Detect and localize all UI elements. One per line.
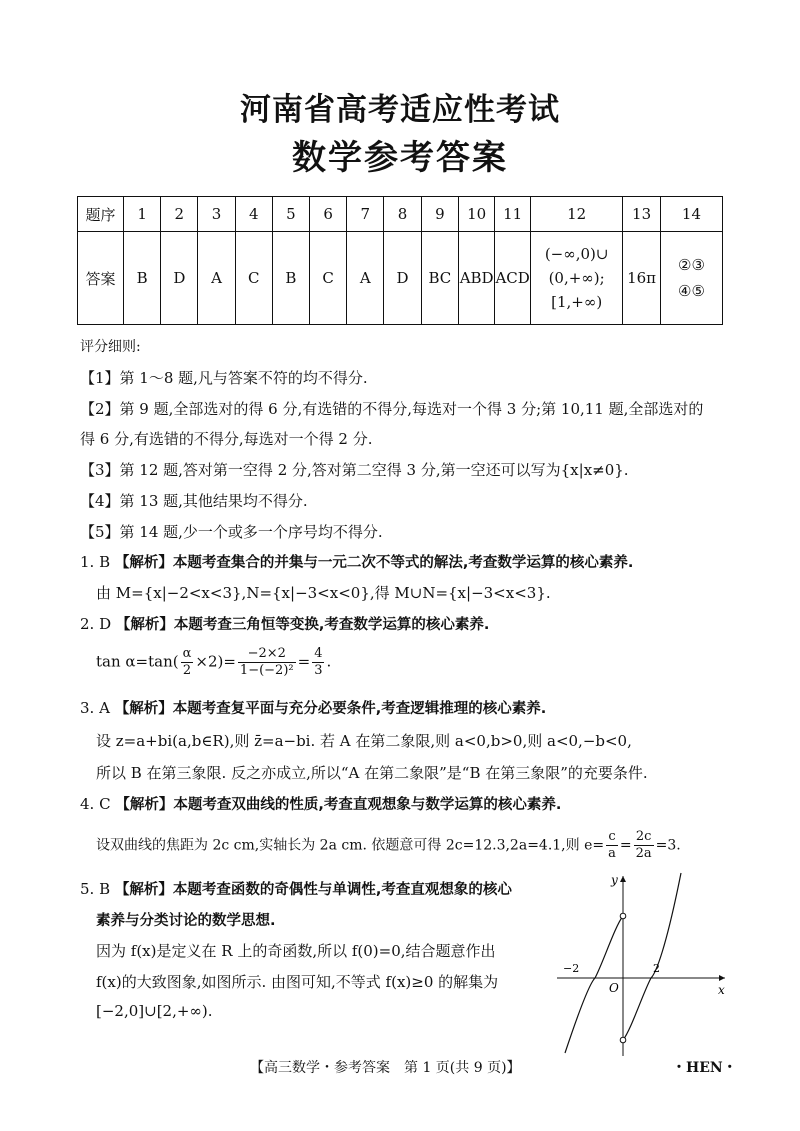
answer-12-line: (0,+∞); (548, 269, 605, 287)
solution-4-heading (80, 793, 561, 814)
solution-number: 5. B (80, 880, 111, 898)
formula-text: = (619, 837, 632, 854)
grading-item: 【5】第 14 题,少一个或多一个序号均不得分. (80, 523, 383, 541)
footer-page-info: 【高三数学・参考答案 第 1 页(共 9 页)】 (250, 1060, 521, 1076)
solution-3-heading (80, 697, 546, 718)
q-number: 4 (235, 197, 272, 232)
q-number: 11 (495, 197, 531, 232)
answer-cell: ABD (459, 232, 495, 325)
q-number: 12 (531, 197, 623, 232)
q-number: 13 (623, 197, 661, 232)
fraction (634, 829, 654, 862)
solution-5-body: [−2,0]∪[2,+∞). (96, 1002, 213, 1020)
answer-cell: A (347, 232, 384, 325)
formula-text: ×2)= (195, 652, 236, 671)
fraction (181, 646, 194, 679)
fraction-den: 1−(−2)² (239, 663, 294, 678)
formula-text: =3. (655, 837, 681, 854)
answer-cell: BC (421, 232, 459, 325)
formula-text: tan α=tan( (96, 652, 179, 671)
solution-number: 1. B (80, 553, 111, 571)
solution-title: 【解析】本题考查函数的奇偶性与单调性,考查直观想象的核心 (114, 882, 512, 898)
open-point-top (620, 913, 626, 919)
page-subtitle: 数学参考答案 (292, 138, 508, 178)
answer-cell: B (124, 232, 161, 325)
answer-cell-13: 16π (623, 232, 661, 325)
q-number: 3 (198, 197, 235, 232)
solution-2-heading (80, 613, 489, 634)
function-graph (555, 868, 730, 1058)
fraction-num: α (182, 646, 192, 661)
answer-cell: C (235, 232, 272, 325)
q-number: 1 (124, 197, 161, 232)
answer-cell: A (198, 232, 235, 325)
formula-text: = (297, 652, 311, 671)
answer-cell-14 (660, 232, 722, 325)
solution-5-heading (80, 878, 512, 899)
q-number: 8 (384, 197, 421, 232)
q-number: 14 (660, 197, 722, 232)
answer-table (77, 196, 723, 325)
grading-item: 【1】第 1～8 题,凡与答案不符的均不得分. (80, 369, 368, 387)
solution-title: 【解析】本题考查三角恒等变换,考查数学运算的核心素养. (115, 617, 490, 633)
solution-title: 【解析】本题考查集合的并集与一元二次不等式的解法,考查数学运算的核心素养. (114, 555, 634, 571)
solution-3-body: 所以 B 在第三象限. 反之亦成立,所以“A 在第二象限”是“B 在第三象限”的充要条件. (96, 764, 648, 782)
pos2-label: 2 (653, 962, 660, 975)
page-title: 河南省高考适应性考试 (240, 92, 560, 128)
origin-label: O (609, 981, 619, 995)
fraction-num: c (606, 829, 618, 846)
solution-5-body: f(x)的大致图象,如图所示. 由图可知,不等式 f(x)≥0 的解集为 (96, 973, 499, 991)
fraction-den: a (608, 846, 616, 861)
solution-1-heading (80, 551, 633, 572)
solution-number: 4. C (80, 795, 111, 813)
header-label: 题序 (78, 197, 124, 232)
answer-cell: D (161, 232, 198, 325)
formula-text: 设双曲线的焦距为 2c cm,实轴长为 2a cm. 依题意可得 2c=12.3,2a=4.1,则 e= (96, 837, 605, 854)
grading-item: 得 6 分,有选错的不得分,每选对一个得 2 分. (80, 430, 373, 448)
grading-item: 【2】第 9 题,全部选对的得 6 分,有选错的不得分,每选对一个得 3 分;第 10,11 题,全部选对的 (80, 400, 704, 418)
x-axis-label: x (718, 983, 725, 997)
fraction (238, 646, 296, 679)
grading-item: 【4】第 13 题,其他结果均不得分. (80, 492, 308, 510)
q-number: 5 (272, 197, 309, 232)
solution-title: 【解析】本题考查复平面与充分必要条件,考查逻辑推理的核心素养. (114, 701, 547, 717)
solution-title: 【解析】本题考查双曲线的性质,考查直观想象与数学运算的核心素养. (115, 797, 562, 813)
solution-4-formula (96, 829, 681, 862)
solution-5-title-cont: 素养与分类讨论的数学思想. (96, 913, 276, 929)
q-number: 7 (347, 197, 384, 232)
answer-cell-12 (531, 232, 623, 325)
answer-cell: B (272, 232, 309, 325)
curve-right-branch (623, 873, 681, 1040)
answer-12-line: [1,+∞) (551, 293, 603, 311)
solution-3-body: 设 z=a+bi(a,b∈R),则 z̄=a−bi. 若 A 在第二象限,则 a<0,b>0,则 a<0,−b<0, (96, 732, 632, 750)
fraction-den: 2 (182, 663, 192, 678)
grading-item: 【3】第 12 题,答对第一空得 2 分,答对第二空得 3 分,第一空还可以写为{x|x≠0}. (80, 461, 629, 479)
answer-cell: C (310, 232, 347, 325)
footer-code: ・HEN・ (672, 1060, 737, 1076)
answer-12-line: (−∞,0)∪ (544, 245, 609, 263)
solution-number: 3. A (80, 699, 110, 717)
fraction (606, 829, 618, 862)
fraction-den: 2a (635, 846, 652, 861)
fraction (312, 646, 324, 679)
table-answer-row (78, 232, 723, 325)
q-number: 9 (421, 197, 459, 232)
fraction-num: 2c (634, 829, 654, 846)
q-number: 10 (459, 197, 495, 232)
q-number: 2 (161, 197, 198, 232)
fraction-num: −2×2 (238, 646, 296, 663)
answer-cell: D (384, 232, 421, 325)
fraction-num: 4 (314, 646, 323, 661)
fraction-den: 3 (314, 663, 323, 678)
table-header-row (78, 197, 723, 232)
q-number: 6 (310, 197, 347, 232)
solution-5-body: 因为 f(x)是定义在 R 上的奇函数,所以 f(0)=0,结合题意作出 (96, 942, 496, 960)
solution-1-body: 由 M={x|−2<x<3},N={x|−3<x<0},得 M∪N={x|−3<x<3}. (96, 584, 551, 602)
solution-2-formula (96, 646, 331, 679)
answer-cell: ACD (495, 232, 531, 325)
neg2-label: −2 (563, 962, 580, 975)
open-point-bottom (620, 1037, 626, 1043)
answer-14-line: ④⑤ (678, 282, 705, 300)
solution-number: 2. D (80, 615, 112, 633)
answer-label: 答案 (78, 232, 124, 325)
y-axis-label: y (611, 873, 618, 887)
grading-heading: 评分细则: (80, 339, 141, 355)
answer-14-line: ②③ (678, 256, 705, 274)
formula-text: . (326, 652, 332, 671)
